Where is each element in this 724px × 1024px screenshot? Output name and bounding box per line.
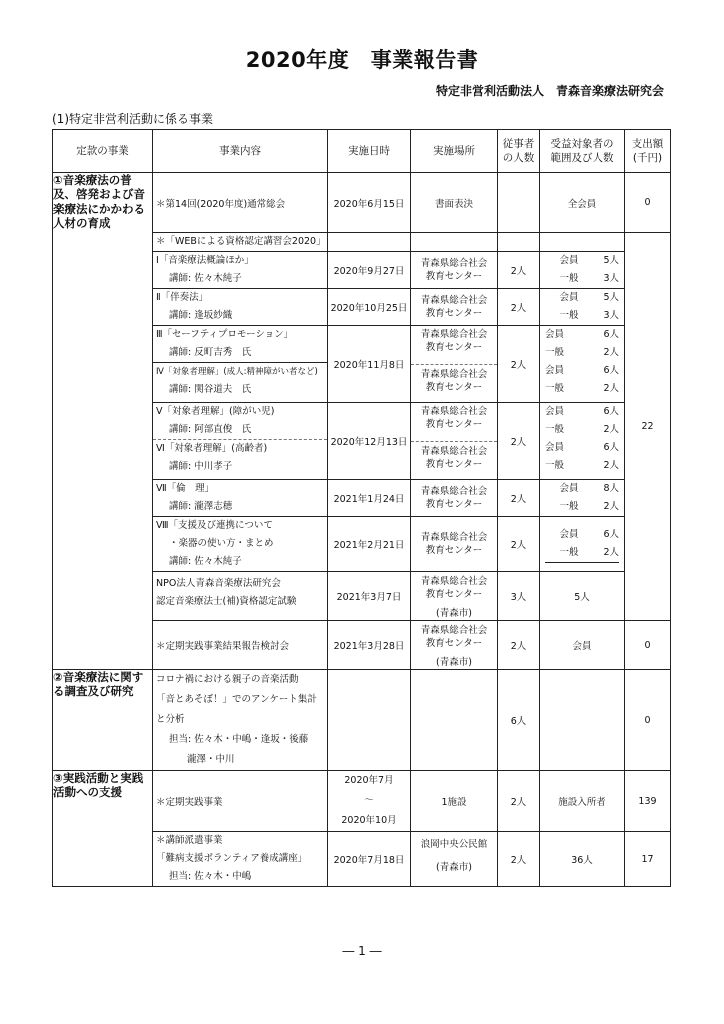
- header-place: 実施場所: [411, 130, 498, 173]
- lecture-3-4-staff: 2人: [498, 326, 540, 403]
- dispatch-expense: 17: [625, 832, 671, 887]
- review-staff: 2人: [498, 621, 540, 670]
- lecture-1-staff: 2人: [498, 252, 540, 289]
- lecture-8-beneficiary: 会員 6人 一般 2人: [540, 517, 625, 572]
- lecture-8-staff: 2人: [498, 517, 540, 572]
- assembly-date: 2020年6月15日: [328, 173, 411, 233]
- lecture-5-6-beneficiary: 会員 6人 一般 2人 会員 6人 一般 2人: [540, 403, 625, 480]
- practice-staff: 2人: [498, 771, 540, 832]
- assembly-staff: [498, 173, 540, 233]
- header-content: 事業内容: [153, 130, 328, 173]
- course-title: ＊「WEBによる資格認定講習会2020」: [153, 233, 328, 252]
- table-header-row: [53, 130, 671, 173]
- table-row: [53, 771, 671, 832]
- lecture-2-place: 青森県総合社会 教育センター: [411, 289, 498, 326]
- lecture-8-date: 2021年2月21日: [328, 517, 411, 572]
- lecture-7-place: 青森県総合社会 教育センター: [411, 480, 498, 517]
- lecture-5-6-place: 青森県総合社会 教育センター 青森県総合社会 教育センター: [411, 403, 498, 480]
- category-3: ③実践活動と実践活動への支援: [53, 771, 153, 887]
- assembly-place: 書面表決: [411, 173, 498, 233]
- lecture-3-4-place: 青森県総合社会 教育センター 青森県総合社会 教育センター: [411, 326, 498, 403]
- page-number: ― 1 ―: [342, 944, 382, 958]
- assembly-expense: 0: [625, 173, 671, 233]
- assembly-beneficiary: 全会員: [540, 173, 625, 233]
- header-staff: 従事者 の人数: [498, 130, 540, 173]
- lecture-7-beneficiary: 会員 8人 一般 2人: [540, 480, 625, 517]
- lecture-2-beneficiary: 会員 5人 一般 3人: [540, 289, 625, 326]
- assembly-content: ＊第14回(2020年度)通常総会: [153, 173, 328, 233]
- lecture-1-place: 青森県総合社会 教育センター: [411, 252, 498, 289]
- dispatch-staff: 2人: [498, 832, 540, 887]
- lecture-3-4: Ⅲ「セーフティプロモーション」 講師: 反町吉秀 氏 Ⅳ「対象者理解」(成人:精神障がい者など) 講師: 関谷道夫 氏: [153, 326, 328, 403]
- lecture-1-beneficiary: 会員 5人 一般 3人: [540, 252, 625, 289]
- review-content: ＊定期実践事業結果報告検討会: [153, 621, 328, 670]
- lecture-7-staff: 2人: [498, 480, 540, 517]
- activity-table: [52, 129, 671, 887]
- lecture-5-6-staff: 2人: [498, 403, 540, 480]
- header-beneficiary: 受益対象者の 範囲及び人数: [540, 130, 625, 173]
- review-date: 2021年3月28日: [328, 621, 411, 670]
- practice-beneficiary: 施設入所者: [540, 771, 625, 832]
- dispatch-beneficiary: 36人: [540, 832, 625, 887]
- review-beneficiary: 会員: [540, 621, 625, 670]
- course-expense: 22: [625, 233, 671, 621]
- document-title: 2020年度 事業報告書: [245, 48, 479, 72]
- lecture-5-6-date: 2020年12月13日: [328, 403, 411, 480]
- lecture-7-date: 2021年1月24日: [328, 480, 411, 517]
- dispatch-date: 2020年7月18日: [328, 832, 411, 887]
- lecture-2-staff: 2人: [498, 289, 540, 326]
- lecture-7: Ⅶ「倫 理」 講師: 瀧澤志穂: [153, 480, 328, 517]
- practice-place: 1施設: [411, 771, 498, 832]
- practice-content: ＊定期実践事業: [153, 771, 328, 832]
- lecture-3-4-beneficiary: 会員 6人 一般 2人 会員 6人 一般 2人: [540, 326, 625, 403]
- dispatch-place: 浪岡中央公民館 (青森市): [411, 832, 498, 887]
- table-row: [53, 173, 671, 233]
- header-date: 実施日時: [328, 130, 411, 173]
- lecture-2-date: 2020年10月25日: [328, 289, 411, 326]
- section-heading: (1)特定非営利活動に係る事業: [52, 112, 213, 126]
- lecture-8: Ⅷ「支援及び連携について ・楽器の使い方・まとめ 講師: 佐々木純子: [153, 517, 328, 572]
- organization-name: 特定非営利活動法人 青森音楽療法研究会: [435, 84, 664, 98]
- research-staff: 6人: [498, 670, 540, 771]
- lecture-2: Ⅱ「伴奏法」 講師: 逢坂紗織: [153, 289, 328, 326]
- lecture-8-place: 青森県総合社会 教育センター: [411, 517, 498, 572]
- lecture-3-4-date: 2020年11月8日: [328, 326, 411, 403]
- lecture-1: Ⅰ「音楽療法概論ほか」 講師: 佐々木純子: [153, 252, 328, 289]
- table-row: [53, 670, 671, 771]
- exam-place: 青森県総合社会 教育センター (青森市): [411, 572, 498, 621]
- research-content: コロナ禍における親子の音楽活動 「音とあそぼ！」でのアンケート集計 と分析 担当: 佐々木・中嶋・逢坂・後藤 瀧澤・中川: [153, 670, 328, 771]
- category-2: ②音楽療法に関する調査及び研究: [53, 670, 153, 771]
- exam-date: 2021年3月7日: [328, 572, 411, 621]
- dispatch-content: ＊講師派遣事業 「難病支援ボランティア養成講座」 担当: 佐々木・中嶋: [153, 832, 328, 887]
- header-expense: 支出額 (千円): [625, 130, 671, 173]
- practice-date: 2020年7月 ～ 2020年10月: [328, 771, 411, 832]
- research-expense: 0: [625, 670, 671, 771]
- lecture-5-6: Ⅴ「対象者理解」(障がい児) 講師: 阿部直俊 氏 Ⅵ「対象者理解」(高齢者) 講師: 中川孝子: [153, 403, 328, 480]
- exam-content: NPO法人青森音楽療法研究会 認定音楽療法士(補)資格認定試験: [153, 572, 328, 621]
- exam-beneficiary: 5人: [540, 572, 625, 621]
- lecture-1-date: 2020年9月27日: [328, 252, 411, 289]
- review-place: 青森県総合社会 教育センター (青森市): [411, 621, 498, 670]
- header-category: 定款の事業: [53, 130, 153, 173]
- exam-staff: 3人: [498, 572, 540, 621]
- category-1: ①音楽療法の普及、啓発および音楽療法にかかわる人材の育成: [53, 173, 153, 670]
- practice-expense: 139: [625, 771, 671, 832]
- review-expense: 0: [625, 621, 671, 670]
